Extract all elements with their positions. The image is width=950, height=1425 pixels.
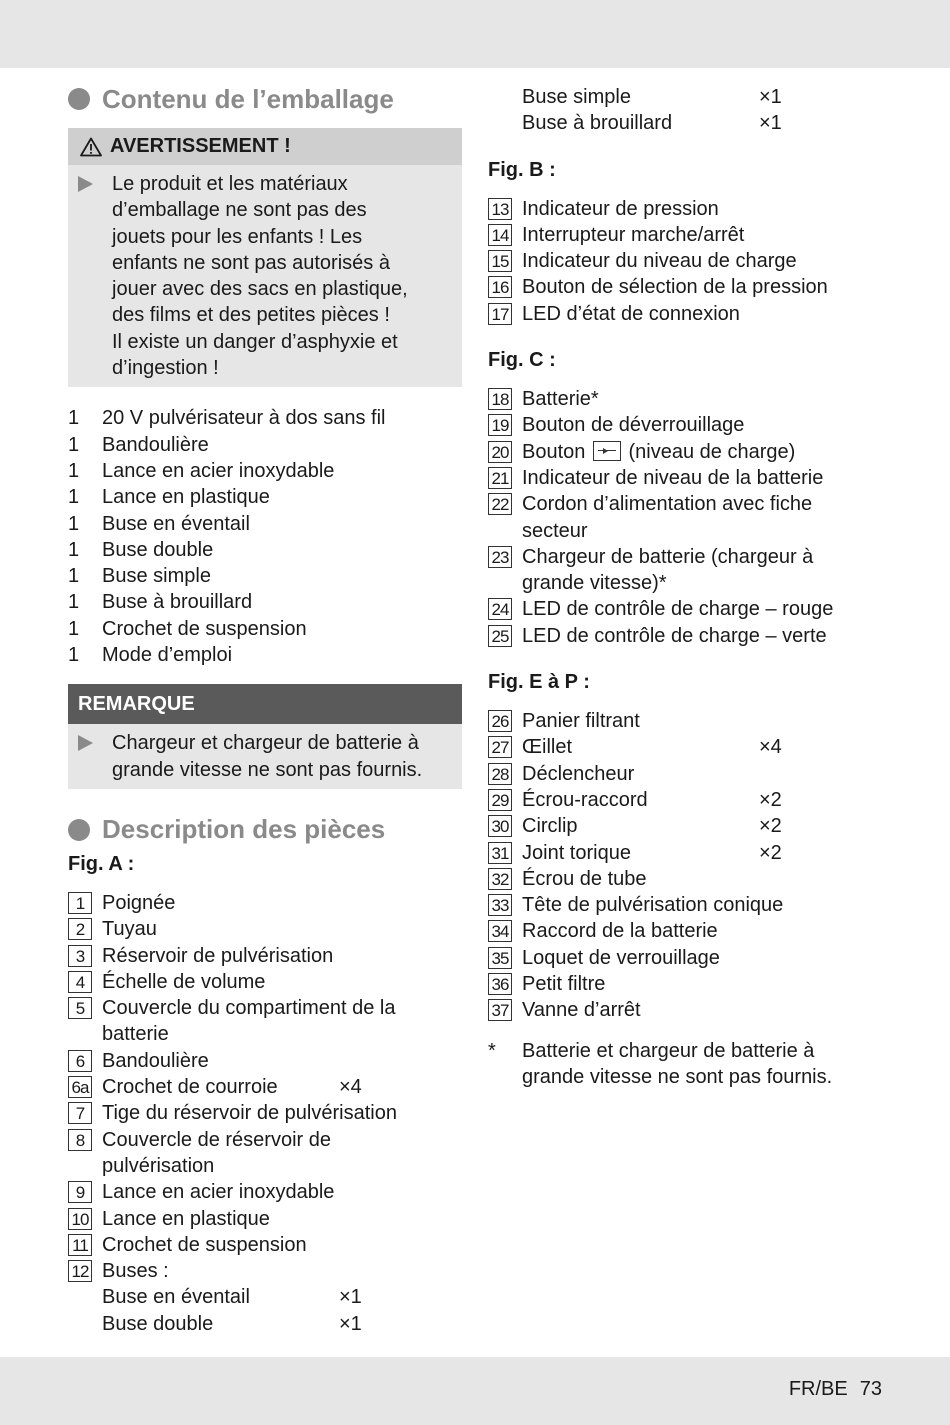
part-item <box>488 840 888 866</box>
part-item <box>488 945 888 971</box>
part-multiplier: ×2 <box>759 841 782 864</box>
part-item <box>488 274 888 300</box>
part-number-box: 29 <box>488 789 512 811</box>
part-number-box: 27 <box>488 736 512 758</box>
nozzle-row <box>68 1311 462 1337</box>
part-item <box>488 866 888 892</box>
part-number-box: 14 <box>488 224 512 246</box>
part-item <box>488 813 888 839</box>
part-text-line: LED de contrôle de charge – rouge <box>522 598 834 621</box>
part-text-line: Couvercle du compartiment de la <box>102 997 396 1020</box>
part-multiplier: ×4 <box>339 1076 362 1099</box>
part-text-line: Indicateur de pression <box>522 197 719 220</box>
item-text: Buse double <box>102 538 214 561</box>
footnote-text <box>522 1038 832 1091</box>
nozzle-row <box>68 1284 462 1310</box>
part-number-box: 6a <box>68 1076 92 1098</box>
part-text <box>522 787 759 813</box>
part-text-line: Bouton de sélection de la pression <box>522 276 828 299</box>
part-item <box>488 761 888 787</box>
part-text-line: batterie <box>102 1023 169 1046</box>
part-text <box>522 196 888 222</box>
part-item <box>488 248 888 274</box>
part-text-post: (niveau de charge) <box>628 440 796 463</box>
part-item <box>488 196 888 222</box>
part-number-box: 25 <box>488 625 512 647</box>
part-text-line: Vanne d’arrêt <box>522 999 641 1022</box>
item-qty: 1 <box>68 591 80 614</box>
part-text <box>522 945 888 971</box>
part-text-line: Batterie* <box>522 388 599 411</box>
part-text <box>522 301 888 327</box>
part-number-box: 20 <box>488 441 512 463</box>
part-item <box>488 971 888 997</box>
part-item <box>488 623 888 649</box>
bullet-dot-icon <box>68 88 90 110</box>
part-text-line: Déclencheur <box>522 762 635 785</box>
part-number-box: 2 <box>68 918 92 940</box>
fig-a-parts-list <box>68 890 462 1284</box>
part-number-box: 34 <box>488 920 512 942</box>
warning-line: Il existe un danger d’asphyxie et <box>112 330 398 353</box>
part-multiplier: ×2 <box>759 788 782 811</box>
part-number-box: 10 <box>68 1208 92 1230</box>
part-text-line: Buses : <box>102 1260 169 1283</box>
part-text-line: Interrupteur marche/arrêt <box>522 223 745 246</box>
part-text-line: Couvercle de réservoir de <box>102 1128 331 1151</box>
list-item <box>68 537 462 563</box>
part-text-line: Lance en acier inoxydable <box>102 1181 335 1204</box>
part-text-pre: Bouton <box>522 440 586 463</box>
part-text-line: LED d’état de connexion <box>522 302 740 325</box>
part-text <box>102 890 462 916</box>
fig-c-label: Fig. C : <box>488 349 556 372</box>
part-number-box: 23 <box>488 546 512 568</box>
part-item <box>68 1048 462 1074</box>
list-item <box>68 458 462 484</box>
part-item <box>68 890 462 916</box>
list-item <box>68 484 462 510</box>
part-item <box>488 596 888 622</box>
part-number-box: 30 <box>488 815 512 837</box>
nozzle-multiplier: ×1 <box>339 1286 362 1309</box>
part-text <box>522 596 888 622</box>
part-text-line: Raccord de la batterie <box>522 920 718 943</box>
footnote <box>488 1038 888 1091</box>
part-number-box: 12 <box>68 1260 92 1282</box>
part-number-box: 18 <box>488 388 512 410</box>
page-footer <box>789 1378 882 1401</box>
part-number-box: 17 <box>488 303 512 325</box>
part-number-box: 33 <box>488 894 512 916</box>
part-text-line: Réservoir de pulvérisation <box>102 944 334 967</box>
part-item <box>488 301 888 327</box>
item-qty: 1 <box>68 459 80 482</box>
part-item <box>488 544 888 597</box>
part-item <box>488 997 888 1023</box>
part-number-box: 21 <box>488 467 512 489</box>
part-item <box>68 1258 462 1284</box>
page-header-band <box>0 0 950 68</box>
footnote-mark: * <box>488 1039 496 1062</box>
nozzle-list-continued <box>488 84 888 137</box>
part-number-box: 6 <box>68 1050 92 1072</box>
list-item <box>68 589 462 615</box>
part-number-box: 32 <box>488 868 512 890</box>
warning-body <box>68 165 462 387</box>
part-item <box>488 892 888 918</box>
note-body <box>68 724 462 789</box>
arrow-right-icon <box>78 176 93 192</box>
nozzle-row <box>488 84 888 110</box>
section-title-parts <box>68 813 462 847</box>
part-text-line: Chargeur de batterie (chargeur à <box>522 545 814 568</box>
part-text-line: Lance en plastique <box>102 1207 270 1230</box>
part-text-line: Tige du réservoir de pulvérisation <box>102 1102 397 1125</box>
section-title-contents <box>68 82 462 116</box>
warning-box <box>68 128 462 387</box>
charge-level-button-icon <box>593 441 621 461</box>
item-qty: 1 <box>68 512 80 535</box>
warning-line: jouets pour les enfants ! Les <box>112 225 363 248</box>
part-item <box>68 995 462 1048</box>
part-text <box>102 1127 462 1180</box>
part-item <box>68 1100 462 1126</box>
part-text-line: Écrou de tube <box>522 867 647 890</box>
part-text <box>522 222 888 248</box>
item-qty: 1 <box>68 644 80 667</box>
part-item <box>68 1074 462 1100</box>
item-qty: 1 <box>68 407 80 430</box>
note-header: REMARQUE <box>68 684 462 724</box>
item-text: Buse à brouillard <box>102 591 253 614</box>
part-number-box: 15 <box>488 250 512 272</box>
part-text-line: Loquet de verrouillage <box>522 946 720 969</box>
part-item <box>68 1179 462 1205</box>
item-text: Buse simple <box>102 565 211 588</box>
part-number-box: 11 <box>68 1234 92 1256</box>
nozzle-row <box>488 110 888 136</box>
part-text <box>522 623 888 649</box>
part-text <box>522 274 888 300</box>
section-title-text: Description des pièces <box>102 814 386 845</box>
part-text-line: pulvérisation <box>102 1154 215 1177</box>
part-text-line: Indicateur de niveau de la batterie <box>522 466 824 489</box>
part-text-line: Poignée <box>102 891 176 914</box>
part-text <box>522 866 888 892</box>
part-number-box: 4 <box>68 971 92 993</box>
part-text <box>102 1232 462 1258</box>
part-text-line: Tête de pulvérisation conique <box>522 894 784 917</box>
part-number-box: 5 <box>68 997 92 1019</box>
part-text-line: Œillet <box>522 736 573 759</box>
part-text <box>522 734 759 760</box>
note-line: grande vitesse ne sont pas fournis. <box>112 758 423 781</box>
part-text-line: Bouton de déverrouillage <box>522 414 745 437</box>
part-text <box>102 995 462 1048</box>
footer-lang: FR/BE <box>788 1378 848 1400</box>
part-number-box: 7 <box>68 1102 92 1124</box>
item-text: Mode d’emploi <box>102 644 233 667</box>
nozzle-multiplier: ×1 <box>759 112 782 135</box>
part-item <box>488 386 888 412</box>
part-item <box>488 708 888 734</box>
item-text: Lance en plastique <box>102 486 270 509</box>
left-column <box>68 82 462 1337</box>
arrow-right-icon <box>78 735 93 751</box>
part-multiplier: ×4 <box>759 736 782 759</box>
right-column <box>488 84 888 1090</box>
part-item <box>68 1206 462 1232</box>
item-qty: 1 <box>68 538 80 561</box>
nozzle-text: Buse double <box>102 1312 214 1335</box>
part-text <box>102 943 462 969</box>
part-text-line: secteur <box>522 519 588 542</box>
footnote-line: Batterie et chargeur de batterie à <box>522 1039 815 1062</box>
part-text-line: Indicateur du niveau de charge <box>522 250 797 273</box>
nozzle-text: Buse simple <box>522 86 631 108</box>
part-text <box>102 1258 462 1284</box>
item-qty: 1 <box>68 433 80 456</box>
part-item <box>68 1127 462 1180</box>
warning-line: Le produit et les matériaux <box>112 173 348 195</box>
list-item <box>68 563 462 589</box>
bullet-dot-icon <box>68 819 90 841</box>
item-qty: 1 <box>68 565 80 588</box>
section-title-text: Contenu de l’emballage <box>102 83 394 114</box>
nozzle-text: Buse à brouillard <box>522 112 673 135</box>
part-number-box: 3 <box>68 945 92 967</box>
fig-a-label: Fig. A : <box>68 852 135 875</box>
part-text <box>522 971 888 997</box>
part-number-box: 22 <box>488 493 512 515</box>
part-item <box>68 943 462 969</box>
part-text-line: Bandoulière <box>102 1049 209 1072</box>
part-item <box>488 734 888 760</box>
item-qty: 1 <box>68 486 80 509</box>
list-item <box>68 432 462 458</box>
note-box <box>68 684 462 789</box>
nozzle-text: Buse en éventail <box>102 1286 250 1309</box>
fig-e-label: Fig. E à P : <box>488 671 590 694</box>
part-text <box>522 491 888 544</box>
warning-line: d’ingestion ! <box>112 357 219 380</box>
item-text: Lance en acier inoxydable <box>102 459 335 482</box>
part-item <box>68 916 462 942</box>
part-number-box: 37 <box>488 999 512 1021</box>
part-text <box>102 1179 462 1205</box>
part-text-line: Écrou-raccord <box>522 788 648 811</box>
part-text <box>102 1074 339 1100</box>
part-item <box>488 918 888 944</box>
nozzle-multiplier: ×1 <box>759 86 782 108</box>
note-line: Chargeur et chargeur de batterie à <box>112 732 419 755</box>
note-text <box>112 730 422 783</box>
part-item <box>68 1232 462 1258</box>
package-contents-list <box>68 405 462 668</box>
warning-line: des films et des petites pièces ! <box>112 304 390 327</box>
part-number-box: 28 <box>488 763 512 785</box>
part-text <box>522 918 888 944</box>
item-text: 20 V pulvérisateur à dos sans fil <box>102 407 386 430</box>
part-text-line: Échelle de volume <box>102 970 266 993</box>
part-text <box>522 439 888 465</box>
part-item <box>488 787 888 813</box>
part-text <box>522 465 888 491</box>
part-number-box: 8 <box>68 1129 92 1151</box>
warning-label: AVERTISSEMENT ! <box>110 135 291 157</box>
part-number-box: 9 <box>68 1181 92 1203</box>
nozzle-list <box>68 1284 462 1337</box>
nozzle-multiplier: ×1 <box>339 1312 362 1335</box>
part-text <box>522 248 888 274</box>
part-item <box>488 491 888 544</box>
warning-header <box>68 128 462 165</box>
warning-text <box>112 171 408 381</box>
part-number-box: 36 <box>488 973 512 995</box>
warning-line: enfants ne sont pas autorisés à <box>112 251 390 274</box>
part-text <box>102 916 462 942</box>
part-text <box>102 1048 462 1074</box>
footnote-line: grande vitesse ne sont pas fournis. <box>522 1065 833 1088</box>
part-text-line: Crochet de courroie <box>102 1076 278 1099</box>
part-item <box>488 465 888 491</box>
item-text: Crochet de suspension <box>102 617 307 640</box>
list-item <box>68 642 462 668</box>
part-text <box>102 1206 462 1232</box>
part-text-line: Circlip <box>522 815 578 838</box>
part-text <box>522 708 888 734</box>
list-item <box>68 616 462 642</box>
part-text-line: Tuyau <box>102 918 157 941</box>
fig-c-parts-list <box>488 386 888 649</box>
part-number-box: 35 <box>488 947 512 969</box>
fig-e-parts-list <box>488 708 888 1024</box>
part-text <box>522 761 888 787</box>
part-text <box>522 412 888 438</box>
part-number-box: 19 <box>488 414 512 436</box>
warning-line: jouer avec des sacs en plastique, <box>112 278 408 301</box>
list-item <box>68 405 462 431</box>
warning-line: d’emballage ne sont pas des <box>112 199 367 222</box>
part-text-line: Panier filtrant <box>522 710 640 733</box>
part-item <box>488 439 888 465</box>
part-number-box: 13 <box>488 198 512 220</box>
part-text <box>522 892 888 918</box>
part-text-line: Cordon d’alimentation avec fiche <box>522 493 813 516</box>
part-number-box: 31 <box>488 842 512 864</box>
warning-triangle-icon <box>80 137 102 157</box>
part-text-line: Petit filtre <box>522 973 606 996</box>
part-multiplier: ×2 <box>759 815 782 838</box>
part-text-line: Crochet de suspension <box>102 1233 307 1256</box>
part-text <box>102 1100 462 1126</box>
part-number-box: 1 <box>68 892 92 914</box>
list-item <box>68 511 462 537</box>
item-qty: 1 <box>68 617 80 640</box>
part-text <box>522 813 759 839</box>
part-text <box>522 997 888 1023</box>
part-text-line: grande vitesse)* <box>522 572 667 595</box>
item-text: Bandoulière <box>102 433 209 456</box>
part-item <box>68 969 462 995</box>
fig-b-parts-list <box>488 196 888 327</box>
part-text-line: Joint torique <box>522 841 631 864</box>
part-number-box: 24 <box>488 598 512 620</box>
part-text-line: LED de contrôle de charge – verte <box>522 624 827 647</box>
part-item <box>488 412 888 438</box>
part-text <box>522 840 759 866</box>
item-text: Buse en éventail <box>102 512 250 535</box>
part-text <box>102 969 462 995</box>
page-number: 73 <box>859 1378 882 1400</box>
part-text <box>522 386 888 412</box>
fig-b-label: Fig. B : <box>488 158 556 181</box>
part-text <box>522 544 888 597</box>
part-item <box>488 222 888 248</box>
part-number-box: 16 <box>488 276 512 298</box>
part-number-box: 26 <box>488 710 512 732</box>
